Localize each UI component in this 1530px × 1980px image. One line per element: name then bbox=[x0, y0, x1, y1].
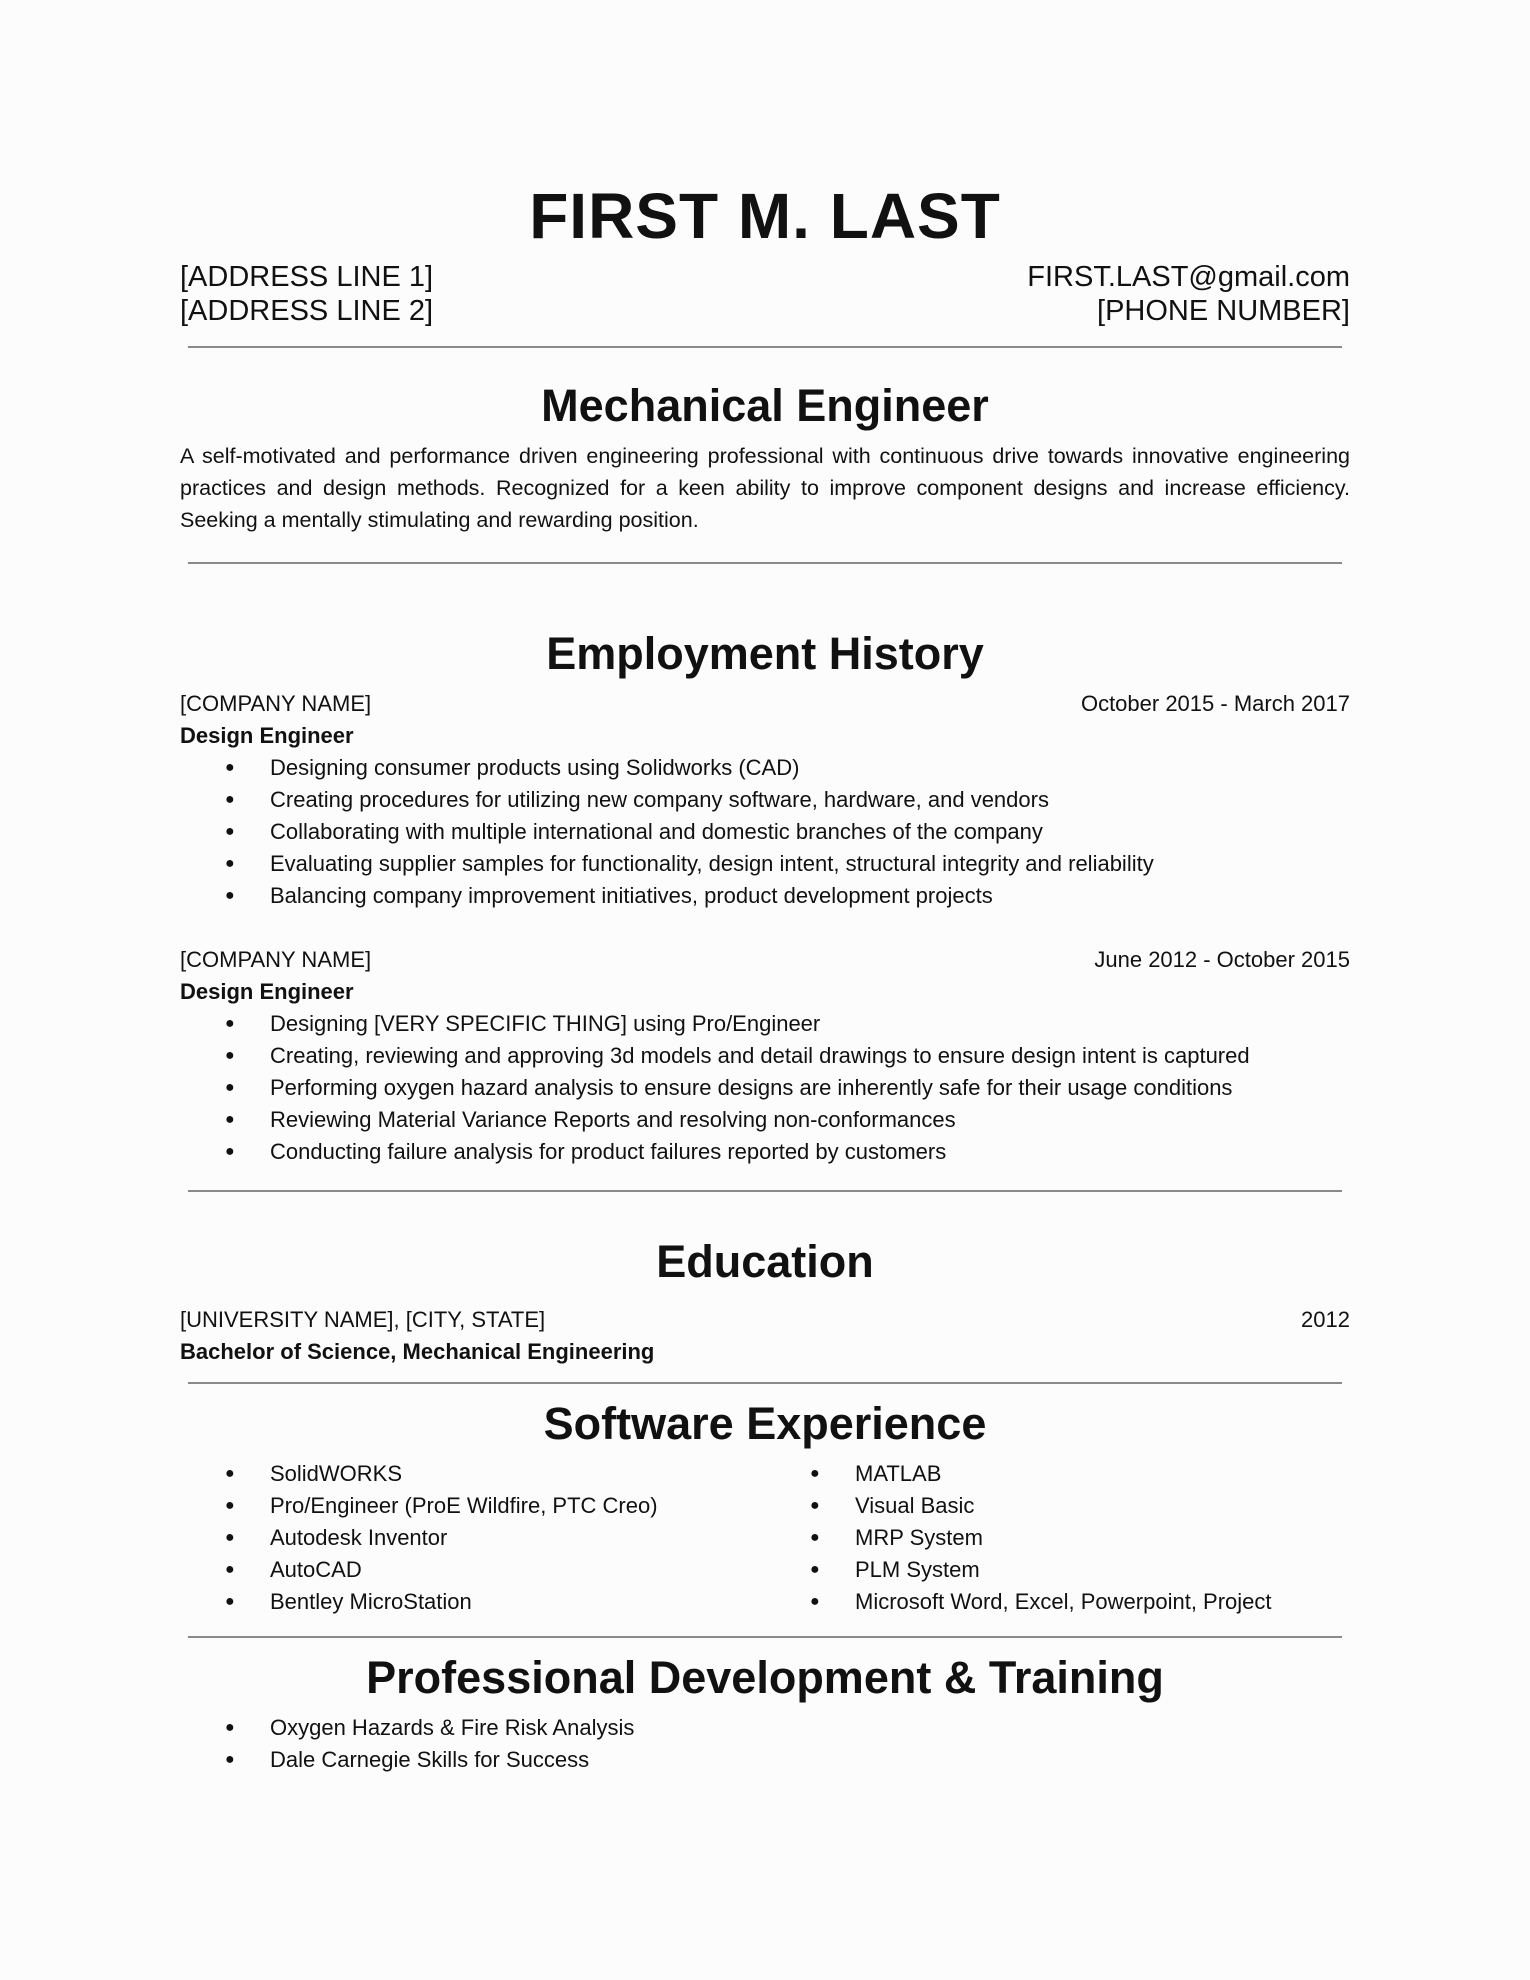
software-list bbox=[180, 1458, 1350, 1618]
bullet-icon: ● bbox=[225, 1719, 235, 1736]
list-item bbox=[180, 1744, 1350, 1776]
job-bullets bbox=[180, 752, 1350, 912]
software-title: Software Experience bbox=[543, 1398, 987, 1449]
software-item: Bentley MicroStation bbox=[270, 1589, 472, 1614]
job-header bbox=[180, 944, 1350, 976]
software-item: Microsoft Word, Excel, Powerpoint, Project bbox=[855, 1589, 1272, 1614]
address-line-1: [ADDRESS LINE 1] bbox=[180, 261, 434, 293]
degree-name: Bachelor of Science, Mechanical Engineering bbox=[180, 1339, 655, 1364]
summary-text: A self-motivated and performance driven engineering professional with continuous drive towards innovative engineering practices and design methods. Recognized for a keen ability to improve component designs and increase efficiency. Seeking a mentally stimulating and rewarding position. bbox=[180, 444, 1350, 532]
list-item bbox=[180, 1104, 1350, 1136]
job-header bbox=[180, 688, 1350, 720]
bullet-icon: ● bbox=[225, 1111, 235, 1128]
bullet-icon: ● bbox=[810, 1529, 820, 1546]
list-item bbox=[180, 1554, 765, 1586]
bullet-text: Conducting failure analysis for product failures reported by customers bbox=[270, 1139, 947, 1164]
bullet-text: Balancing company improvement initiatives, product development projects bbox=[270, 883, 993, 908]
bullet-text: Designing [VERY SPECIFIC THING] using Pro/Engineer bbox=[270, 1011, 821, 1036]
list-item bbox=[180, 784, 1350, 816]
bullet-icon: ● bbox=[225, 1143, 235, 1160]
list-item bbox=[180, 1586, 765, 1618]
list-item bbox=[765, 1554, 1350, 1586]
training-title: Professional Development & Training bbox=[366, 1652, 1164, 1703]
bullet-icon: ● bbox=[225, 855, 235, 872]
software-item: Pro/Engineer (ProE Wildfire, PTC Creo) bbox=[270, 1493, 658, 1518]
bullet-text: Evaluating supplier samples for functionality, design intent, structural integrity and reliability bbox=[270, 851, 1154, 876]
list-item bbox=[180, 1522, 765, 1554]
bullet-text: Creating procedures for utilizing new company software, hardware, and vendors bbox=[270, 787, 1049, 812]
bullet-icon: ● bbox=[225, 1465, 235, 1482]
list-item bbox=[180, 848, 1350, 880]
summary-title: Mechanical Engineer bbox=[541, 380, 989, 431]
bullet-text: Reviewing Material Variance Reports and resolving non-conformances bbox=[270, 1107, 956, 1132]
list-item bbox=[765, 1490, 1350, 1522]
list-item bbox=[765, 1458, 1350, 1490]
job-entry bbox=[180, 944, 1350, 1168]
contact-block bbox=[180, 260, 1350, 328]
bullet-icon: ● bbox=[810, 1561, 820, 1578]
employment-title: Employment History bbox=[546, 628, 984, 679]
list-item bbox=[180, 1490, 765, 1522]
list-item bbox=[180, 1712, 1350, 1744]
bullet-icon: ● bbox=[225, 1593, 235, 1610]
list-item bbox=[180, 816, 1350, 848]
list-item bbox=[180, 1136, 1350, 1168]
bullet-icon: ● bbox=[225, 1561, 235, 1578]
company-name: [COMPANY NAME] bbox=[180, 947, 372, 972]
bullet-icon: ● bbox=[225, 1529, 235, 1546]
job-bullets bbox=[180, 1008, 1350, 1168]
bullet-text: Creating, reviewing and approving 3d models and detail drawings to ensure design intent is captured bbox=[270, 1043, 1250, 1068]
divider bbox=[188, 1382, 1342, 1384]
divider bbox=[188, 562, 1342, 564]
bullet-icon: ● bbox=[225, 1497, 235, 1514]
bullet-icon: ● bbox=[225, 1015, 235, 1032]
training-item: Dale Carnegie Skills for Success bbox=[270, 1747, 590, 1772]
training-item: Oxygen Hazards & Fire Risk Analysis bbox=[270, 1715, 635, 1740]
bullet-icon: ● bbox=[225, 1751, 235, 1768]
software-column-right bbox=[765, 1458, 1350, 1618]
address-line-2: [ADDRESS LINE 2] bbox=[180, 295, 434, 327]
list-item bbox=[180, 752, 1350, 784]
bullet-icon: ● bbox=[225, 1047, 235, 1064]
graduation-year: 2012 bbox=[1301, 1307, 1350, 1332]
bullet-icon: ● bbox=[810, 1593, 820, 1610]
software-item: MRP System bbox=[855, 1525, 983, 1550]
job-dates: June 2012 - October 2015 bbox=[1094, 947, 1350, 972]
bullet-icon: ● bbox=[225, 1079, 235, 1096]
bullet-icon: ● bbox=[225, 791, 235, 808]
software-item: MATLAB bbox=[855, 1461, 942, 1486]
software-item: AutoCAD bbox=[270, 1557, 362, 1582]
school-name: [UNIVERSITY NAME], [CITY, STATE] bbox=[180, 1307, 546, 1332]
contact-details bbox=[1027, 260, 1350, 328]
bullet-text: Collaborating with multiple international and domestic branches of the company bbox=[270, 819, 1043, 844]
divider bbox=[188, 346, 1342, 348]
address-block bbox=[180, 260, 433, 328]
bullet-icon: ● bbox=[810, 1497, 820, 1514]
training-list bbox=[180, 1712, 1350, 1776]
job-role: Design Engineer bbox=[180, 979, 354, 1004]
education-header bbox=[180, 1304, 1350, 1336]
bullet-icon: ● bbox=[810, 1465, 820, 1482]
bullet-text: Performing oxygen hazard analysis to ensure designs are inherently safe for their usage conditions bbox=[270, 1075, 1233, 1100]
list-item bbox=[180, 1458, 765, 1490]
list-item bbox=[765, 1586, 1350, 1618]
software-item: SolidWORKS bbox=[270, 1461, 403, 1486]
bullet-icon: ● bbox=[225, 823, 235, 840]
education-title: Education bbox=[656, 1236, 874, 1287]
company-name: [COMPANY NAME] bbox=[180, 691, 372, 716]
candidate-name: FIRST M. LAST bbox=[529, 180, 1001, 252]
software-item: Visual Basic bbox=[855, 1493, 975, 1518]
list-item bbox=[180, 1072, 1350, 1104]
job-entry bbox=[180, 688, 1350, 912]
bullet-icon: ● bbox=[225, 759, 235, 776]
phone-text: [PHONE NUMBER] bbox=[1097, 295, 1350, 327]
software-column-left bbox=[180, 1458, 765, 1618]
email-text: FIRST.LAST@gmail.com bbox=[1027, 261, 1350, 293]
divider bbox=[188, 1190, 1342, 1192]
list-item bbox=[180, 1040, 1350, 1072]
job-role: Design Engineer bbox=[180, 723, 354, 748]
software-item: Autodesk Inventor bbox=[270, 1525, 448, 1550]
list-item bbox=[765, 1522, 1350, 1554]
bullet-icon: ● bbox=[225, 887, 235, 904]
software-item: PLM System bbox=[855, 1557, 980, 1582]
job-dates: October 2015 - March 2017 bbox=[1080, 691, 1350, 716]
list-item bbox=[180, 1008, 1350, 1040]
bullet-text: Designing consumer products using Solidworks (CAD) bbox=[270, 755, 800, 780]
divider bbox=[188, 1636, 1342, 1638]
list-item bbox=[180, 880, 1350, 912]
